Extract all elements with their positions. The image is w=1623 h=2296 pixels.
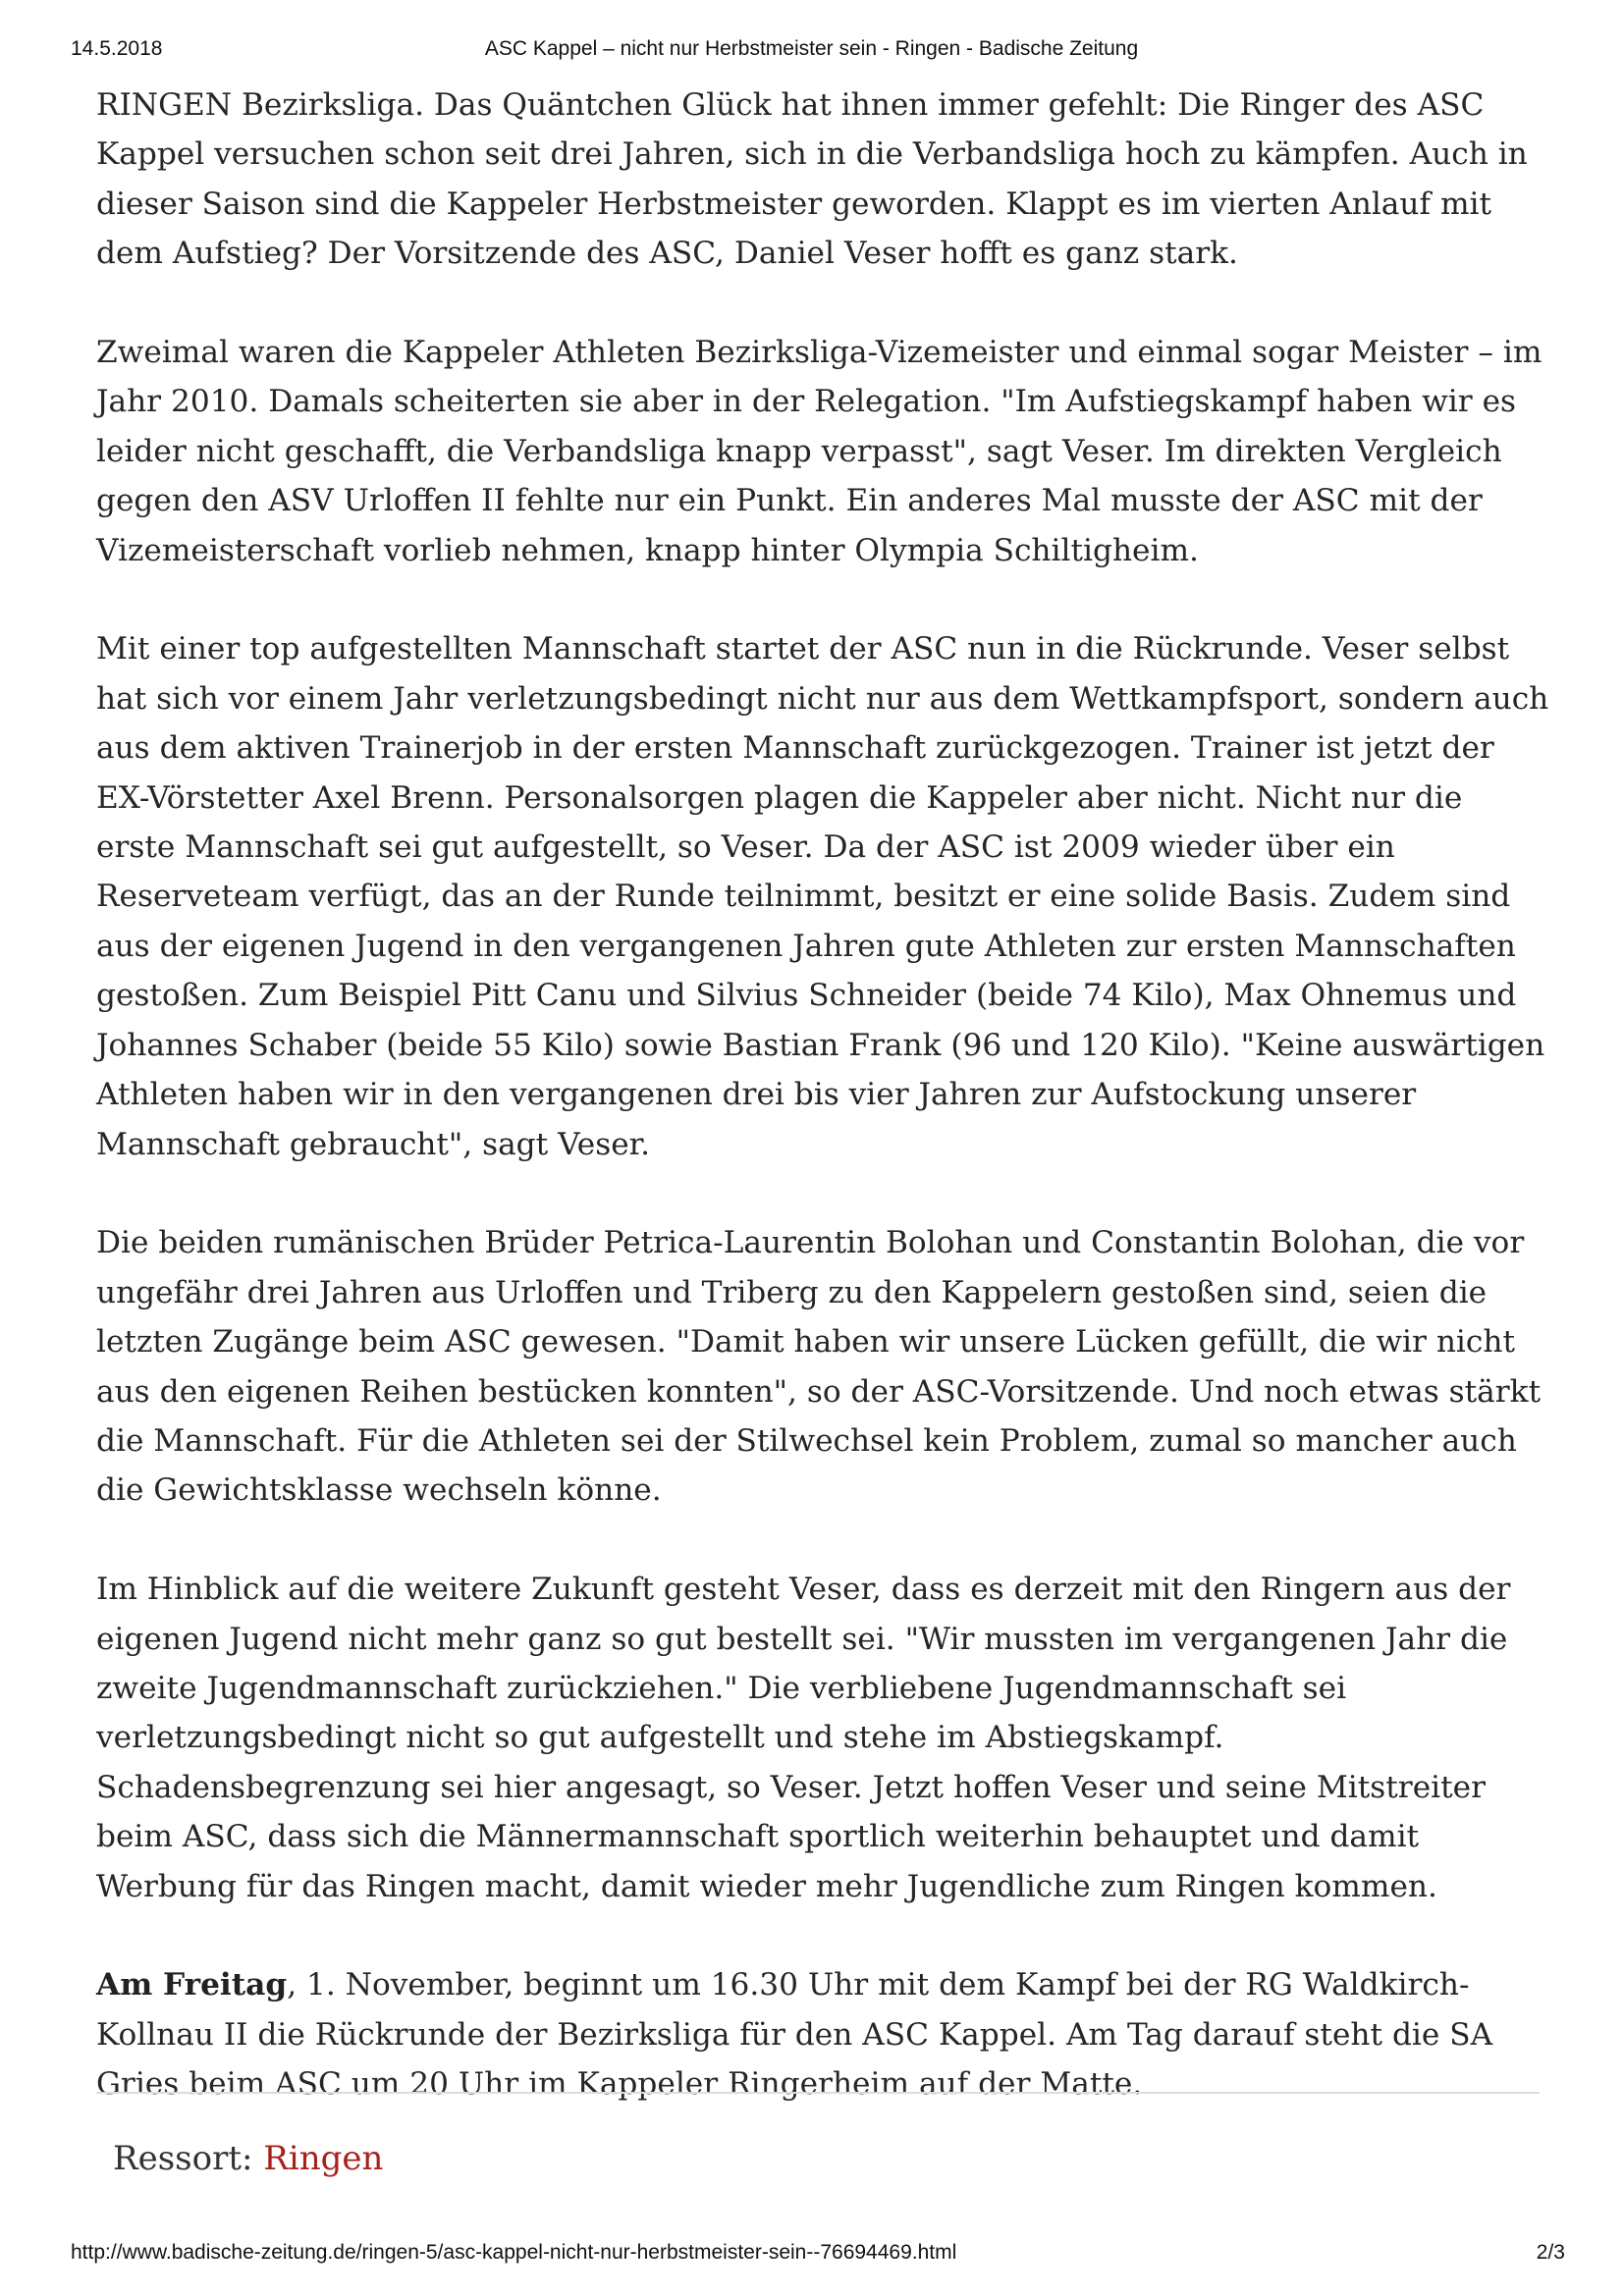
article-paragraph: Im Hinblick auf die weitere Zukunft gesteht Veser, dass es derzeit mit den Ringern aus der eigenen Jugend nicht mehr ganz so gut bestellt sei. "Wir mussten im vergangenen Jahr die zweite Jugendmannschaft zurückziehen." Die verbliebene Jugendmannschaft sei verletzungsbedingt nicht so gut aufgestellt und stehe im Abstiegskampf. Schadensbegrenzung sei hier angesagt, so Veser. Jetzt hoffen Veser und seine Mitstreiter beim ASC, dass sich die Männermannschaft sportlich weiterhin behauptet und damit Werbung für das Ringen macht, damit wieder mehr Jugendliche zum Ringen kommen. (96, 1572, 1511, 1904)
article-closing-paragraph (96, 1960, 1549, 2109)
print-header (71, 37, 1552, 69)
ressort-label: Ressort: (113, 2139, 253, 2178)
article-body (96, 80, 1549, 2109)
article-paragraph: Mit einer top aufgestellten Mannschaft startet der ASC nun in die Rückrunde. Veser selbst hat sich vor einem Jahr verletzungsbedingt nicht nur aus dem Wettkampfsport, sondern auch aus dem aktiven Trainerjob in der ersten Mannschaft zurückgezogen. Trainer ist jetzt der EX-Vörstetter Axel Brenn. Personalsorgen plagen die Kappeler aber nicht. Nicht nur die erste Mannschaft sei gut aufgestellt, so Veser. Da der ASC ist 2009 wieder über ein Reserveteam verfügt, das an der Runde teilnimmt, besitzt er eine solide Basis. Zudem sind aus der eigenen Jugend in den vergangenen Jahren gute Athleten zur ersten Mannschaften gestoßen. Zum Beispiel Pitt Canu und Silvius Schneider (beide 74 Kilo), Max Ohnemus und Johannes Schaber (beide 55 Kilo) sowie Bastian Frank (96 und 120 Kilo). "Keine auswärtigen Athleten haben wir in den vergangenen drei bis vier Jahren zur Aufstockung unserer Mannschaft gebraucht", sagt Veser. (96, 631, 1549, 1162)
print-footer (71, 2241, 1565, 2270)
print-document-title: ASC Kappel – nicht nur Herbstmeister sein - Ringen - Badische Zeitung (484, 37, 1139, 60)
closing-text: , 1. November, beginnt um 16.30 Uhr mit dem Kampf bei der RG Waldkirch-Kollnau II die Rückrunde der Bezirksliga für den ASC Kappel. Am Tag darauf steht die SA Gries beim ASC um 20 Uhr im Kappeler Ringerheim auf der Matte. (96, 1967, 1493, 2103)
closing-lead: Am Freitag (96, 1967, 288, 2003)
article-paragraph: RINGEN Bezirksliga. Das Quäntchen Glück hat ihnen immer gefehlt: Die Ringer des ASC Kappel versuchen schon seit drei Jahren, sich in die Verbandsliga hoch zu kämpfen. Auch in dieser Saison sind die Kappeler Herbstmeister geworden. Klappt es im vierten Anlauf mit dem Aufstieg? Der Vorsitzende des ASC, Daniel Veser hofft es ganz stark. (96, 87, 1528, 272)
section-divider (96, 2092, 1540, 2094)
ressort-link[interactable]: Ringen (263, 2139, 384, 2178)
ressort-line (113, 2137, 383, 2180)
article-paragraph: Zweimal waren die Kappeler Athleten Bezirksliga-Vizemeister und einmal sogar Meister – im Jahr 2010. Damals scheiterten sie aber in der Relegation. "Im Aufstiegskampf haben wir es leider nicht geschafft, die Verbandsliga knapp verpasst", sagt Veser. Im direkten Vergleich gegen den ASV Urloffen II fehlte nur ein Punkt. Ein anderes Mal musste der ASC mit der Vizemeisterschaft vorlieb nehmen, knapp hinter Olympia Schiltigheim. (96, 335, 1542, 568)
print-date: 14.5.2018 (71, 37, 163, 60)
article-paragraph: Die beiden rumänischen Brüder Petrica-Laurentin Bolohan und Constantin Bolohan, die vor ungefähr drei Jahren aus Urloffen und Triberg zu den Kappelern gestoßen sind, seien die letzten Zugänge beim ASC gewesen. "Damit haben wir unsere Lücken gefüllt, die wir nicht aus den eigenen Reihen bestücken konnten", so der ASC-Vorsitzende. Und noch etwas stärkt die Mannschaft. Für die Athleten sei der Stilwechsel kein Problem, zumal so mancher auch die Gewichtsklasse wechseln könne. (96, 1225, 1542, 1509)
page-number: 2/3 (1536, 2241, 1565, 2264)
print-url: http://www.badische-zeitung.de/ringen-5/asc-kappel-nicht-nur-herbstmeister-sein--76694469.html (71, 2241, 957, 2264)
